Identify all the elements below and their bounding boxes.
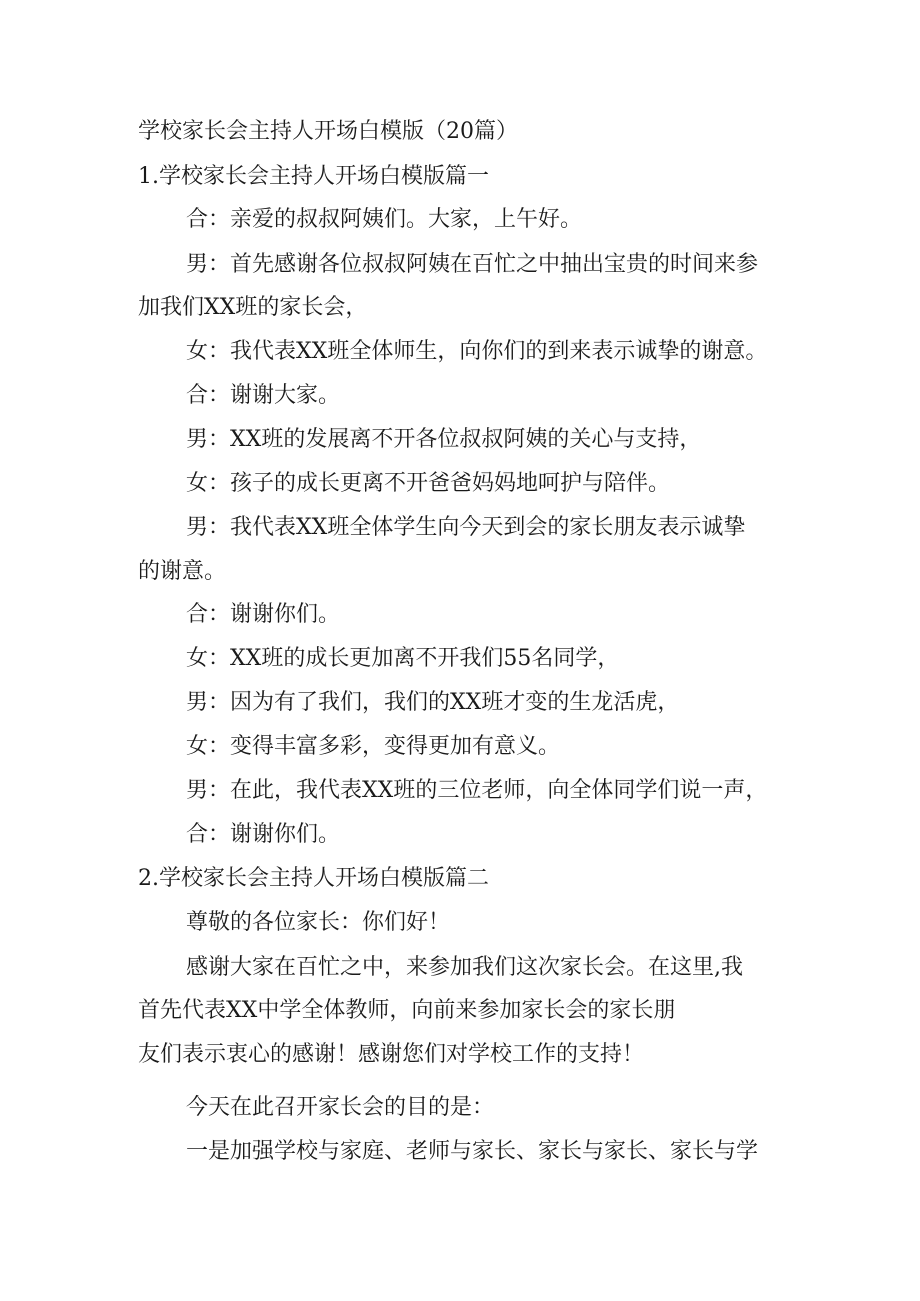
paragraph-line: 一是加强学校与家庭、老师与家长、家长与家长、家长与学 bbox=[186, 1139, 759, 1164]
paragraph-line: 的谢意。 bbox=[138, 559, 227, 584]
paragraph-line: 男：首先感谢各位叔叔阿姨在百忙之中抽出宝贵的时间来参 bbox=[186, 252, 759, 277]
paragraph-line: 女：我代表XX班全体师生，向你们的到来表示诚挚的谢意。 bbox=[186, 339, 768, 364]
paragraph-line: 加我们XX班的家长会， bbox=[138, 295, 368, 320]
paragraph-line: 感谢大家在百忙之中，来参加我们这次家长会。在这里,我 bbox=[186, 955, 743, 980]
section-heading-2: 2.学校家长会主持人开场白模版篇二 bbox=[138, 866, 489, 891]
paragraph-line: 男：我代表XX班全体学生向今天到会的家长朋友表示诚挚 bbox=[186, 515, 746, 540]
paragraph-line: 合：谢谢大家。 bbox=[186, 383, 341, 408]
paragraph-line: 尊敬的各位家长：你们好！ bbox=[186, 910, 451, 935]
paragraph-line: 合：谢谢你们。 bbox=[186, 822, 341, 847]
paragraph-line: 男：XX班的发展离不开各位叔叔阿姨的关心与支持， bbox=[186, 427, 702, 452]
paragraph-line: 男：因为有了我们，我们的XX班才变的生龙活虎， bbox=[186, 690, 680, 715]
paragraph-line: 首先代表XX中学全体教师，向前来参加家长会的家长朋 bbox=[138, 998, 676, 1023]
paragraph-line: 男：在此，我代表XX班的三位老师，向全体同学们说一声， bbox=[186, 778, 768, 803]
section-heading-1: 1.学校家长会主持人开场白模版篇一 bbox=[138, 164, 489, 189]
paragraph-line: 合：谢谢你们。 bbox=[186, 602, 341, 627]
paragraph-line: 合：亲爱的叔叔阿姨们。大家，上午好。 bbox=[186, 207, 583, 232]
document-title: 学校家长会主持人开场白模版（20篇） bbox=[138, 119, 518, 144]
paragraph-line: 女：XX班的成长更加离不开我们55名同学， bbox=[186, 646, 620, 671]
paragraph-line: 友们表示衷心的感谢！感谢您们对学校工作的支持！ bbox=[138, 1042, 645, 1067]
paragraph-line: 今天在此召开家长会的目的是： bbox=[186, 1095, 495, 1120]
paragraph-line: 女：变得丰富多彩，变得更加有意义。 bbox=[186, 734, 561, 759]
paragraph-line: 女：孩子的成长更离不开爸爸妈妈地呵护与陪伴。 bbox=[186, 471, 671, 496]
